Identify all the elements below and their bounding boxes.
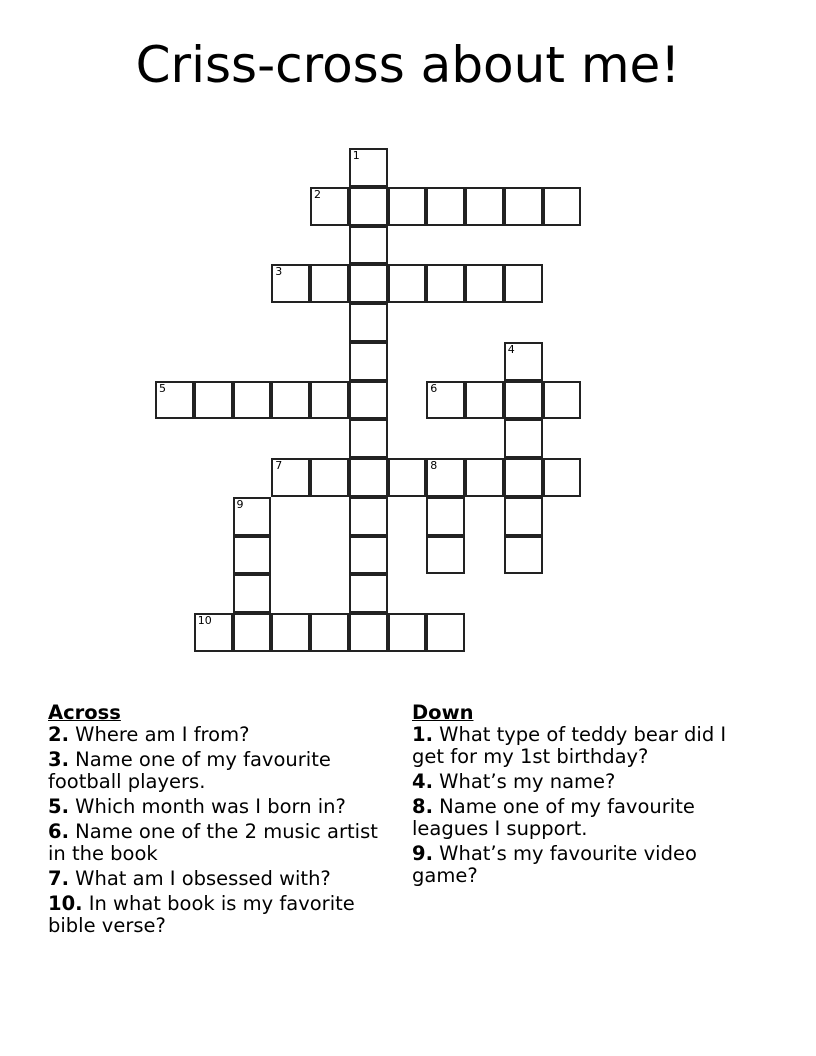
clue-text: What type of teddy bear did I get for my 1st birthday?: [412, 723, 727, 768]
grid-cell[interactable]: [504, 381, 543, 420]
grid-cell[interactable]: [349, 264, 388, 303]
grid-cell[interactable]: [504, 264, 543, 303]
grid-cell[interactable]: [233, 613, 272, 652]
clue-across: [48, 796, 388, 818]
cell-number: 1: [352, 149, 360, 162]
grid-cell[interactable]: [310, 458, 349, 497]
grid-cell[interactable]: [426, 458, 465, 497]
grid-cell[interactable]: [349, 536, 388, 575]
grid-cell[interactable]: [388, 458, 427, 497]
cell-number: 8: [430, 459, 438, 472]
grid-cell[interactable]: [543, 458, 582, 497]
grid-cell[interactable]: [349, 303, 388, 342]
grid-cell[interactable]: [349, 574, 388, 613]
clue-text: Name one of my favourite leagues I support.: [412, 795, 695, 840]
grid-cell[interactable]: [233, 497, 272, 536]
grid-cell[interactable]: [504, 342, 543, 381]
down-clues: [412, 702, 752, 890]
grid-cell[interactable]: [388, 264, 427, 303]
grid-cell[interactable]: [310, 381, 349, 420]
grid-cell[interactable]: [426, 381, 465, 420]
cell-number: 9: [236, 497, 244, 511]
grid-cell[interactable]: [233, 381, 272, 420]
clue-text: Where am I from?: [68, 723, 250, 746]
clue-number: 2.: [48, 723, 69, 746]
cell-number: 4: [507, 342, 515, 356]
grid-cell[interactable]: [426, 264, 465, 303]
grid-cell[interactable]: [155, 381, 194, 420]
grid-cell[interactable]: [194, 613, 233, 652]
cell-number: 3: [275, 265, 283, 279]
grid-cell[interactable]: [426, 536, 465, 575]
cell-number: 5: [159, 381, 166, 395]
grid-cell[interactable]: [426, 613, 465, 652]
clue-down: [412, 724, 752, 768]
grid-cell[interactable]: [349, 613, 388, 652]
grid-cell[interactable]: [349, 148, 388, 187]
clue-text: What’s my favourite video game?: [412, 842, 697, 887]
grid-cell[interactable]: [504, 458, 543, 497]
grid-cell[interactable]: [504, 497, 543, 536]
grid-cell[interactable]: [349, 419, 388, 458]
grid-cell[interactable]: [543, 187, 582, 226]
grid-cell[interactable]: [465, 264, 504, 303]
clue-text: What’s my name?: [432, 770, 616, 793]
grid-cell[interactable]: [271, 381, 310, 420]
clue-number: 6.: [48, 820, 69, 843]
cell-number: 7: [275, 459, 283, 472]
grid-cell[interactable]: [233, 536, 272, 575]
clue-text: In what book is my favorite bible verse?: [48, 892, 355, 937]
clue-number: 4.: [412, 770, 433, 793]
clue-across: [48, 893, 388, 937]
cell-number: 2: [314, 187, 321, 201]
grid-cell[interactable]: [504, 419, 543, 458]
clue-text: Name one of the 2 music artist in the book: [48, 820, 378, 865]
grid-cell[interactable]: [310, 613, 349, 652]
clue-down: [412, 771, 752, 793]
clue-number: 3.: [48, 748, 69, 771]
grid-cell[interactable]: [310, 187, 349, 226]
down-heading: Down: [412, 701, 474, 724]
clue-number: 8.: [412, 795, 433, 818]
grid-cell[interactable]: [271, 458, 310, 497]
clue-across: [48, 724, 388, 746]
clue-number: 1.: [412, 723, 433, 746]
grid-cell[interactable]: [426, 497, 465, 536]
clue-number: 5.: [48, 795, 69, 818]
clue-across: [48, 821, 388, 865]
clue-number: 9.: [412, 842, 433, 865]
clue-number: 7.: [48, 867, 69, 890]
grid-cell[interactable]: [388, 613, 427, 652]
page-title: Criss-cross about me!: [135, 36, 681, 94]
clue-text: Name one of my favourite football players.: [48, 748, 331, 793]
clue-text: What am I obsessed with?: [68, 867, 331, 890]
grid-cell[interactable]: [349, 226, 388, 265]
grid-cell[interactable]: [349, 458, 388, 497]
grid-cell[interactable]: [349, 497, 388, 536]
across-clues: [48, 702, 388, 940]
grid-cell[interactable]: [543, 381, 582, 420]
grid-cell[interactable]: [504, 187, 543, 226]
clue-across: [48, 749, 388, 793]
grid-cell[interactable]: [194, 381, 233, 420]
grid-cell[interactable]: [271, 613, 310, 652]
grid-cell[interactable]: [465, 458, 504, 497]
grid-cell[interactable]: [465, 381, 504, 420]
grid-cell[interactable]: [310, 264, 349, 303]
grid-cell[interactable]: [504, 536, 543, 575]
across-heading: Across: [48, 701, 121, 724]
cell-number: 6: [430, 381, 438, 395]
grid-cell[interactable]: [271, 264, 310, 303]
grid-cell[interactable]: [349, 187, 388, 226]
cell-number: 10: [197, 614, 212, 627]
clue-down: [412, 796, 752, 840]
clue-down: [412, 843, 752, 887]
clue-across: [48, 868, 388, 890]
grid-cell[interactable]: [388, 187, 427, 226]
grid-cell[interactable]: [349, 342, 388, 381]
clue-text: Which month was I born in?: [68, 795, 346, 818]
grid-cell[interactable]: [349, 381, 388, 420]
grid-cell[interactable]: [426, 187, 465, 226]
clue-number: 10.: [48, 892, 83, 915]
grid-cell[interactable]: [233, 574, 272, 613]
grid-cell[interactable]: [465, 187, 504, 226]
